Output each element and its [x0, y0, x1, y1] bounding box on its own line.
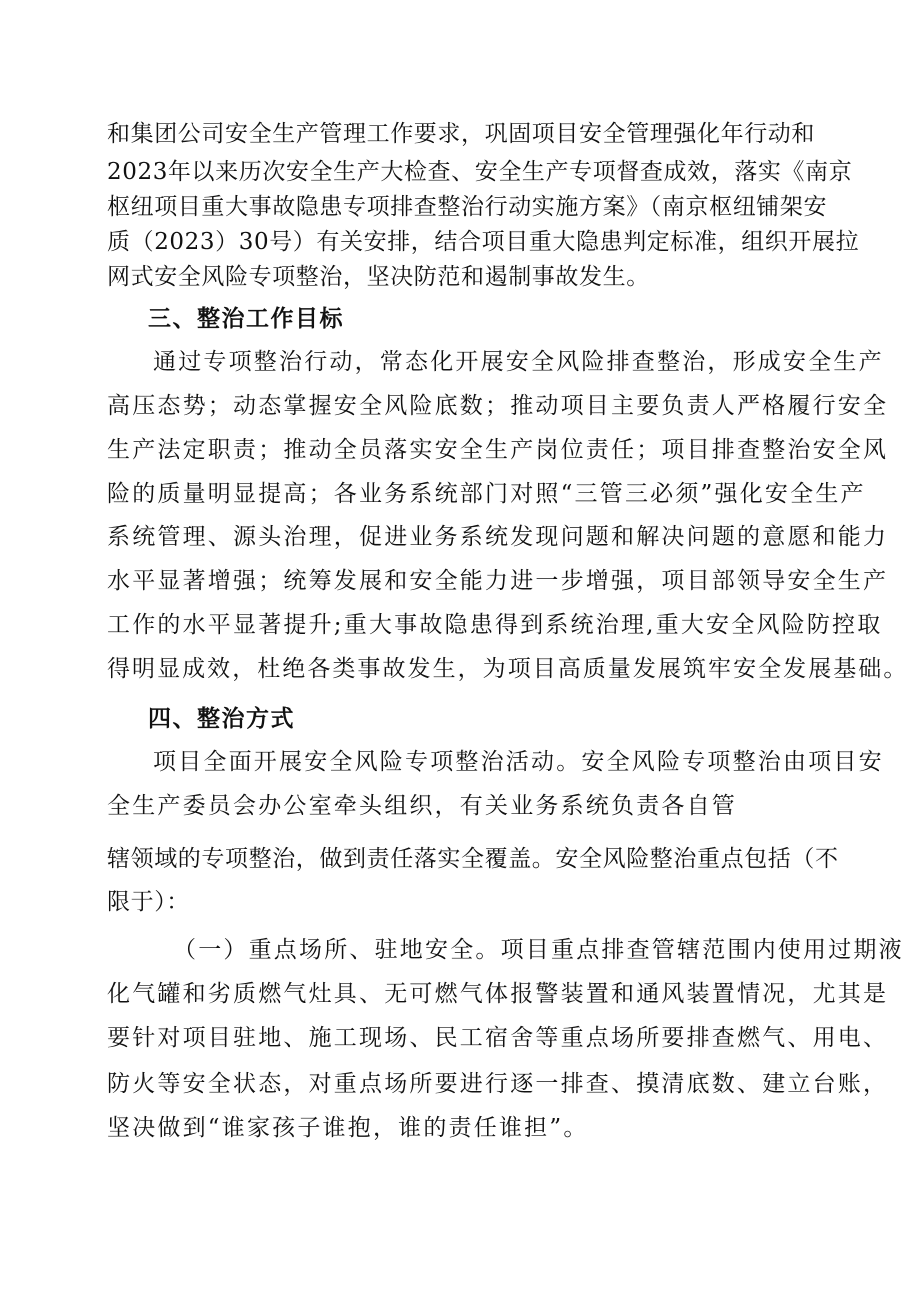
- paragraph-line: 通过专项整治行动，常态化开展安全风险排查整治，形成安全生产: [153, 349, 884, 375]
- paragraph-line: 工作的水平显著提升;重大事故隐患得到系统治理,重大安全风险防控取: [107, 612, 883, 638]
- paragraph-line: 险的质量明显提高；各业务系统部门对照“三管三必须”强化安全生产: [107, 481, 866, 507]
- paragraph-line: 枢纽项目重大事故隐患专项排查整治行动实施方案》（南京枢纽铺架安: [107, 194, 828, 220]
- paragraph-line: 和集团公司安全生产管理工作要求，巩固项目安全管理强化年行动和: [107, 121, 815, 147]
- paragraph-line: 辖领域的专项整治，做到责任落实全覆盖。安全风险整治重点包括（不: [107, 846, 839, 872]
- paragraph-line: 生产法定职责；推动全员落实安全生产岗位责任；项目排查整治安全风: [107, 437, 889, 463]
- paragraph-line: 项目全面开展安全风险专项整治活动。安全风险专项整治由项目安: [153, 749, 884, 775]
- paragraph-line: 高压态势；动态掌握安全风险底数；推动项目主要负责人严格履行安全: [107, 393, 889, 419]
- paragraph-line: 2023年以来历次安全生产大检查、安全生产专项督查成效，落实《南京: [107, 159, 853, 185]
- paragraph-line: 系统管理、源头治理，促进业务系统发现问题和解决问题的意愿和能力: [107, 524, 889, 550]
- paragraph-line: 限于）：: [107, 889, 190, 915]
- paragraph-line: 坚决做到“谁家孩子谁抱，谁的责任谁担”。: [107, 1115, 589, 1141]
- paragraph-line: 全生产委员会办公室牵头组织，有关业务系统负责各自管: [107, 793, 737, 819]
- paragraph-line: 得明显成效，杜绝各类事故发生，为项目高质量发展筑牢安全发展基础。: [107, 656, 909, 682]
- paragraph-line: 网式安全风险专项整治，坚决防范和遏制事故发生。: [107, 264, 650, 290]
- section-heading: 四、整治方式: [148, 706, 295, 732]
- paragraph-line: 质（2023）30号）有关安排，结合项目重大隐患判定标准，组织开展拉: [107, 229, 860, 255]
- paragraph-line: 防火等安全状态，对重点场所要进行逐一排查、摸清底数、建立台账，: [107, 1071, 889, 1097]
- paragraph-line: 要针对项目驻地、施工现场、民工宿舍等重点场所要排查燃气、用电、: [107, 1025, 889, 1051]
- section-heading: 三、整治工作目标: [148, 306, 344, 332]
- paragraph-line: 化气罐和劣质燃气灶具、无可燃气体报警装置和通风装置情况，尤其是: [107, 981, 889, 1007]
- paragraph-line: 水平显著增强；统筹发展和安全能力进一步增强，项目部领导安全生产: [107, 568, 889, 594]
- paragraph-line: （一）重点场所、驻地安全。项目重点排查管辖范围内使用过期液: [173, 937, 904, 963]
